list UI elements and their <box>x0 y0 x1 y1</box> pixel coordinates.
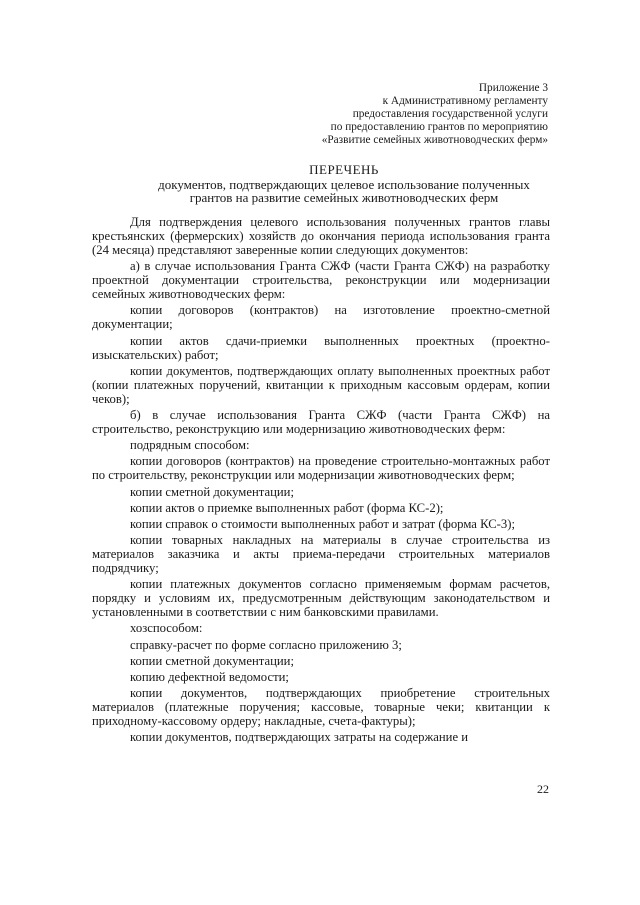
appendix-line: к Административному регламенту <box>382 95 548 107</box>
subheading-contract-method: подрядным способом: <box>130 438 250 453</box>
title-line: документов, подтверждающих целевое использование полученных <box>158 177 530 192</box>
title-heading: ПЕРЕЧЕНЬ <box>309 162 379 177</box>
list-item-a: а) в случае использования Гранта СЖФ (части Гранта СЖФ) на разработку проектной документации строительства, реконструкции или модернизации семейных животноводческих ферм: <box>92 259 550 302</box>
title-line: грантов на развитие семейных животноводческих ферм <box>189 190 499 205</box>
list-item: копии платежных документов согласно применяемым формам расчетов, порядку и условиям их, предусмотренным действующим законодательством и установленными в соответствии с ним банковскими правилами. <box>92 577 550 620</box>
list-item: справку-расчет по форме согласно приложению 3; <box>130 637 402 652</box>
subheading-own-method: хозспособом: <box>130 621 203 636</box>
list-item: копии документов, подтверждающих приобретение строительных материалов (платежные поручения; кассовые, товарные чеки; квитанции к приходному-кассовому ордеру; накладные, счета-фактуры); <box>92 686 550 729</box>
list-item: копии сметной документации; <box>130 484 294 499</box>
appendix-line: «Развитие семейных животноводческих ферм» <box>321 134 548 146</box>
page-number: 22 <box>537 782 549 796</box>
appendix-line: Приложение 3 <box>478 82 548 94</box>
list-item: копии договоров (контрактов) на проведение строительно-монтажных работ по строительству, реконструкции или модернизации животноводческих ферм; <box>92 454 550 483</box>
list-item: копии документов, подтверждающих затраты на содержание и <box>130 730 469 745</box>
list-item: копию дефектной ведомости; <box>130 670 289 684</box>
list-item-b: б) в случае использования Гранта СЖФ (части Гранта СЖФ) на строительство, реконструкцию или модернизацию животноводческих ферм: <box>92 407 550 436</box>
intro-paragraph: Для подтверждения целевого использования полученных грантов главы крестьянских (фермерских) хозяйств до окончания периода использования гранта (24 месяца) представляют заверенные копии следующих документов: <box>92 215 550 257</box>
document-title <box>120 163 568 204</box>
list-item: копии договоров (контрактов) на изготовление проектно-сметной документации; <box>92 303 550 332</box>
appendix-line: предоставления государственной услуги <box>352 108 548 120</box>
appendix-header <box>322 82 548 147</box>
list-item: копии актов сдачи-приемки выполненных проектных (проектно-изыскательских) работ; <box>92 333 550 362</box>
list-item: копии товарных накладных на материалы в случае строительства из материалов заказчика и акты приема-передачи строительных материалов подрядчику; <box>92 533 550 576</box>
list-item: копии сметной документации; <box>130 653 294 668</box>
appendix-line: по предоставлению грантов по мероприятию <box>330 121 548 133</box>
list-item: копии актов о приемке выполненных работ (форма КС-2); <box>130 500 444 515</box>
list-item: копии документов, подтверждающих оплату выполненных проектных работ (копии платежных поручений, квитанции к приходным кассовым ордерам, копии чеков); <box>92 363 550 406</box>
list-item: копии справок о стоимости выполненных работ и затрат (форма КС-3); <box>130 516 515 531</box>
document-body <box>92 215 550 747</box>
